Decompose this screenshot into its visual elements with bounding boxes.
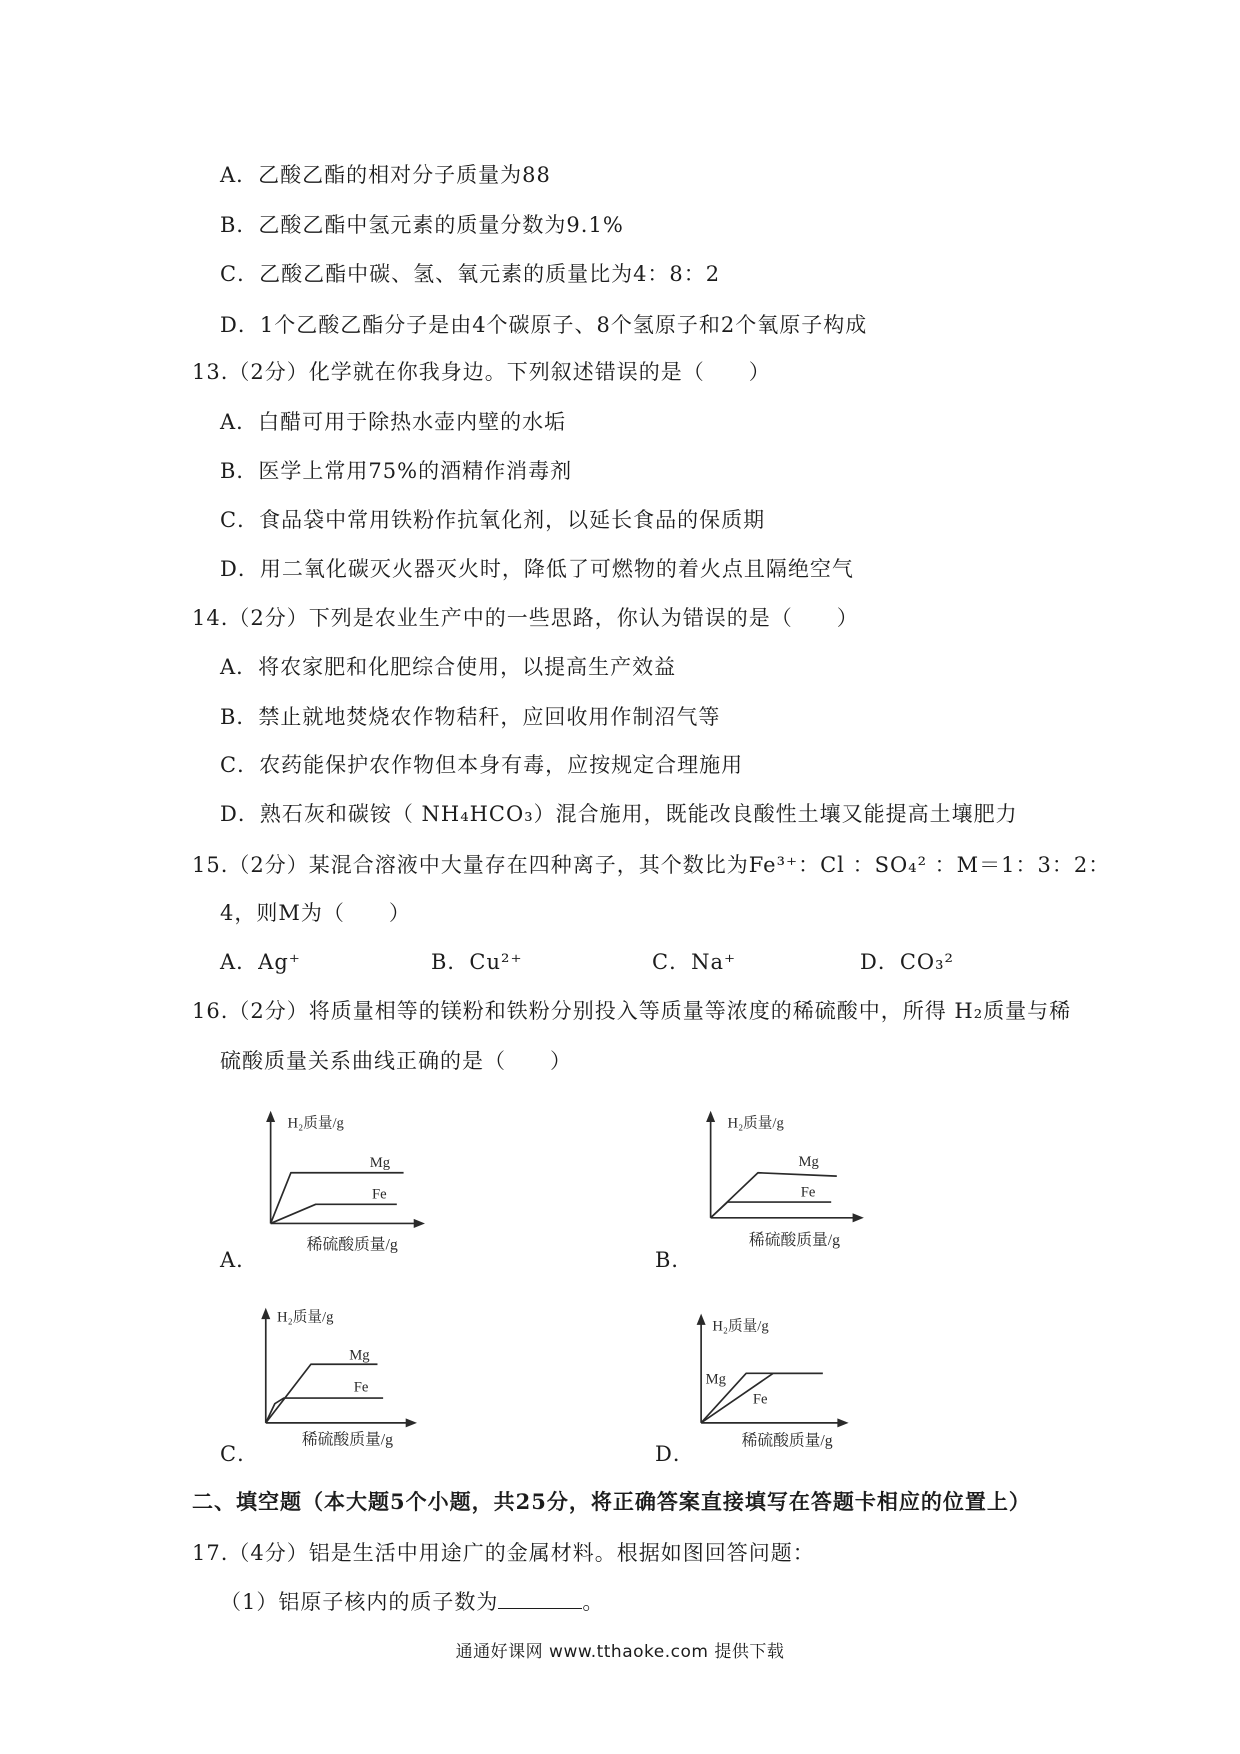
section-heading: 二、填空题（本大题5个小题，共25分，将正确答案直接填写在答题卡相应的位置上）	[192, 1489, 1031, 1514]
q14-option-c: C．农药能保护农作物但本身有毒，应按规定合理施用	[220, 753, 744, 777]
y-axis-arrow-icon	[261, 1308, 270, 1319]
fe-label: Fe	[752, 1391, 768, 1408]
q17-sub1	[220, 1590, 604, 1614]
q13-option-a: A．白醋可用于除热水壶内壁的水垢	[220, 410, 567, 434]
q14-option-b: B．禁止就地焚烧农作物秸秆，应回收用作制沼气等	[220, 705, 721, 729]
x-axis-arrow-icon	[406, 1418, 417, 1427]
mg-label: Mg	[798, 1153, 819, 1170]
y-axis-label: H₂质量/g	[712, 1318, 769, 1335]
answer-blank	[498, 1590, 582, 1609]
q17-stem: 17.（4分）铝是生活中用途广的金属材料。根据如图回答问题：	[192, 1541, 815, 1565]
page-footer: 通通好课网 www.tthaoke.com 提供下载	[455, 1642, 785, 1662]
mg-label: Mg	[705, 1371, 726, 1388]
fe-label: Fe	[372, 1186, 387, 1203]
x-axis-label: 稀硫酸质量/g	[301, 1431, 394, 1449]
y-axis-label: H₂质量/g	[287, 1115, 344, 1132]
q16-stem-line2: 硫酸质量关系曲线正确的是（ ）	[220, 1049, 572, 1073]
q15-option-c: C．Na⁺	[652, 950, 737, 974]
q15-option-b: B．Cu²⁺	[431, 950, 523, 974]
x-axis-label: 稀硫酸质量/g	[306, 1236, 398, 1254]
q14-stem: 14.（2分）下列是农业生产中的一些思路，你认为错误的是（ ）	[192, 606, 859, 630]
q16-figure-c-letter: C．	[220, 1442, 260, 1466]
q15-option-a: A．Ag⁺	[220, 950, 301, 974]
x-axis-label: 稀硫酸质量/g	[748, 1231, 841, 1249]
x-axis-arrow-icon	[414, 1219, 425, 1228]
q13-option-c: C．食品袋中常用铁粉作抗氧化剂，以延长食品的保质期	[220, 508, 766, 532]
q12-option-a: A．乙酸乙酯的相对分子质量为88	[220, 163, 551, 187]
mg-curve	[711, 1173, 837, 1218]
q14-option-a: A．将农家肥和化肥综合使用，以提高生产效益	[220, 655, 677, 679]
q16-figure-b	[705, 1105, 874, 1254]
q15-option-d: D．CO₃²	[860, 950, 954, 974]
x-axis-arrow-icon	[853, 1213, 864, 1222]
fe-curve	[266, 1398, 383, 1423]
y-axis-arrow-icon	[697, 1314, 706, 1325]
y-axis-arrow-icon	[706, 1111, 715, 1122]
q16-figure-d	[693, 1308, 859, 1451]
q15-stem-line2: 4，则M为（ ）	[220, 901, 411, 925]
q13-stem: 13.（2分）化学就在你我身边。下列叙述错误的是（ ）	[192, 360, 771, 384]
x-axis-arrow-icon	[837, 1418, 848, 1427]
y-axis-arrow-icon	[266, 1111, 275, 1122]
q16-figure-d-letter: D．	[655, 1442, 695, 1466]
fe-label: Fe	[353, 1379, 369, 1396]
q16-stem-line1: 16.（2分）将质量相等的镁粉和铁粉分别投入等质量等浓度的稀硫酸中，所得 H₂质量与稀	[192, 999, 1072, 1023]
q16-figure-b-letter: B．	[655, 1248, 694, 1272]
q16-figure-a	[265, 1105, 434, 1254]
q15-stem-line1: 15.（2分）某混合溶液中大量存在四种离子，其个数比为Fe³⁺：Cl ：SO₄² ：M＝1：3：2：	[192, 853, 1111, 877]
q17-sub1-prefix: （1）铝原子核内的质子数为	[220, 1590, 499, 1614]
y-axis-label: H₂质量/g	[277, 1309, 334, 1326]
fe-curve	[271, 1204, 397, 1223]
q13-option-b: B．医学上常用75%的酒精作消毒剂	[220, 459, 573, 483]
mg-label: Mg	[349, 1347, 370, 1364]
q17-sub1-suffix: 。	[582, 1590, 605, 1614]
q16-figure-a-letter: A．	[220, 1248, 259, 1272]
q13-option-d: D．用二氧化碳灭火器灭火时，降低了可燃物的着火点且隔绝空气	[220, 557, 854, 581]
q16-figure-c	[259, 1302, 426, 1449]
q12-option-b: B．乙酸乙酯中氢元素的质量分数为9.1%	[220, 213, 624, 237]
fe-curve	[711, 1202, 832, 1218]
x-axis-label: 稀硫酸质量/g	[741, 1432, 833, 1450]
q12-option-d: D．1个乙酸乙酯分子是由4个碳原子、8个氢原子和2个氧原子构成	[220, 313, 868, 337]
fe-label: Fe	[800, 1184, 816, 1201]
q14-option-d: D．熟石灰和碳铵（ NH₄HCO₃）混合施用，既能改良酸性土壤又能提高土壤肥力	[220, 802, 1018, 826]
y-axis-label: H₂质量/g	[727, 1115, 784, 1132]
mg-label: Mg	[369, 1155, 391, 1172]
q12-option-c: C．乙酸乙酯中碳、氢、氧元素的质量比为4：8：2	[220, 262, 721, 286]
